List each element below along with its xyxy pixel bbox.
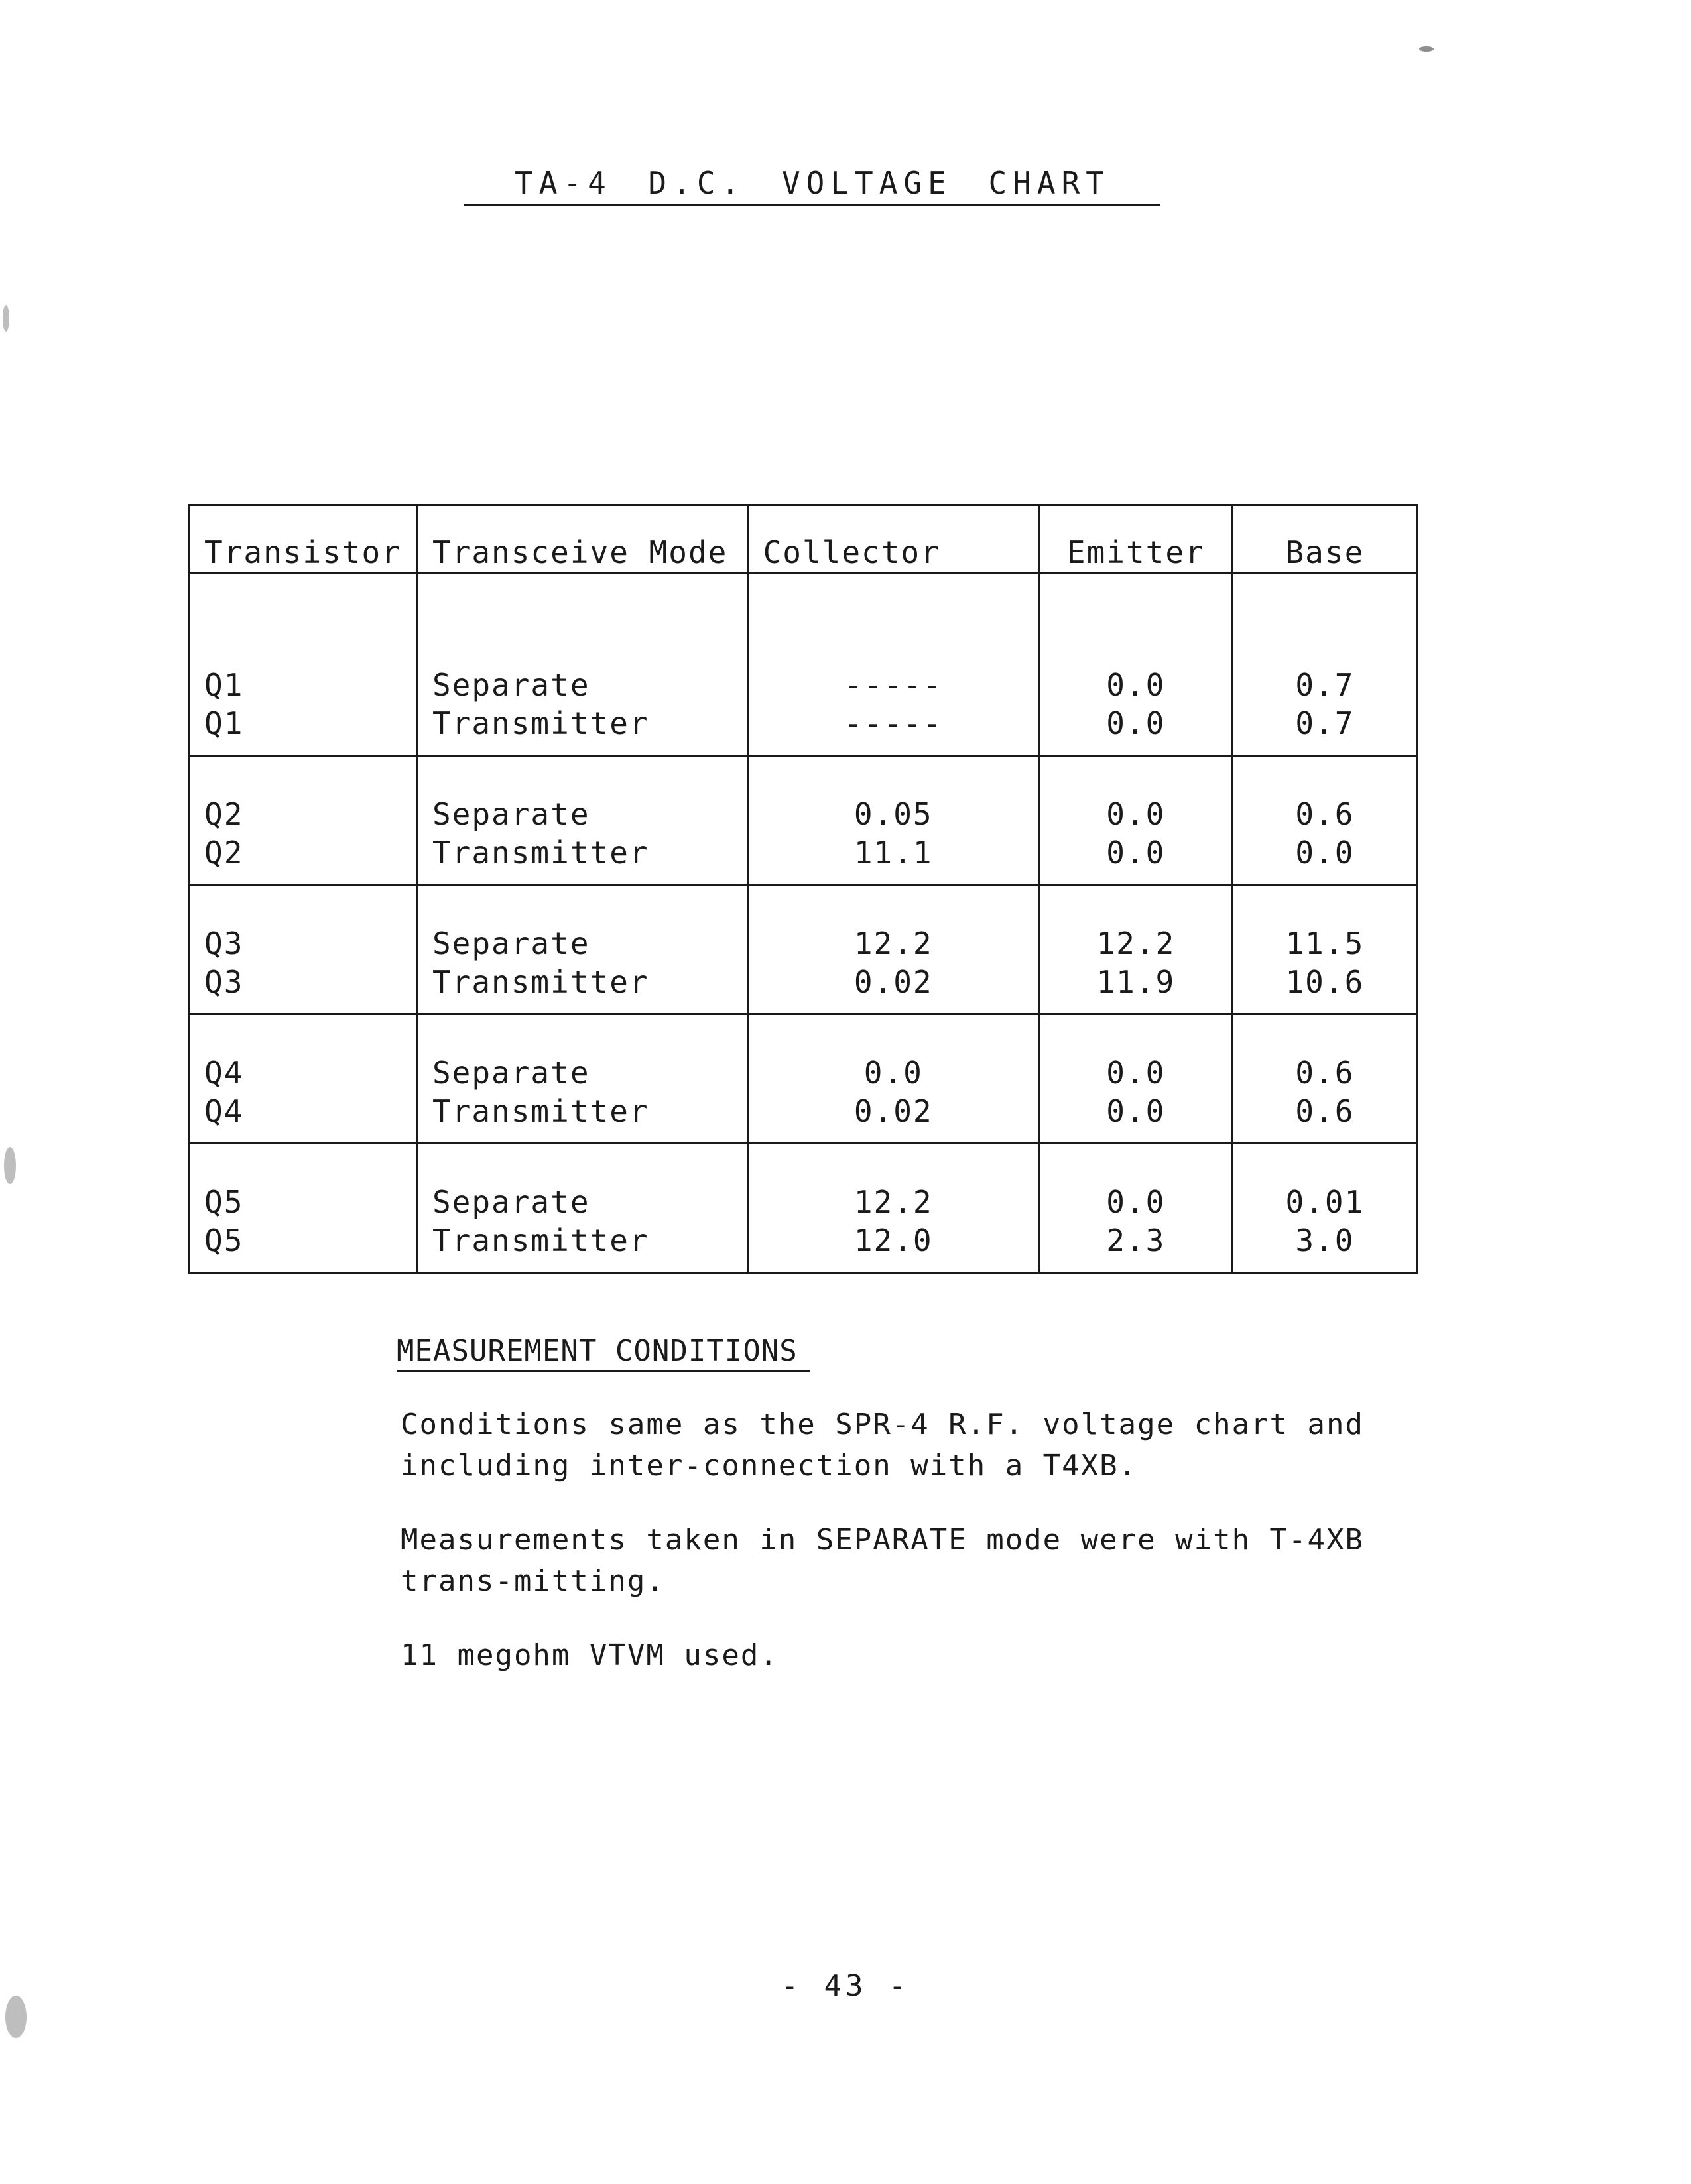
condition-paragraph: Measurements taken in SEPARATE mode were with T-4XB trans-mitting. [401, 1523, 1365, 1598]
base-cell-line: 3.0 [1295, 1223, 1355, 1258]
collector-cell [747, 1144, 1039, 1273]
base-cell [1232, 1144, 1417, 1273]
header-base: Base [1232, 505, 1417, 574]
table-spacer-row [189, 574, 1418, 628]
mode-cell-line: Transmitter [432, 705, 649, 741]
transistor-cell [189, 885, 417, 1014]
spacer-cell [416, 574, 747, 628]
base-cell-line: 0.6 [1295, 1055, 1355, 1091]
collector-cell-line: 0.02 [853, 964, 933, 1000]
condition-paragraph: Conditions same as the SPR-4 R.F. voltage chart and including inter-connection with a T4XB. [401, 1408, 1365, 1483]
transistor-cell-line: Q1 [204, 667, 244, 703]
emitter-cell-line: 0.0 [1106, 1055, 1166, 1091]
table-body [189, 574, 1418, 1273]
mode-cell-line: Separate [432, 667, 590, 703]
transistor-cell-line: Q4 [204, 1055, 244, 1091]
collector-cell-line: 12.2 [853, 1184, 933, 1220]
collector-cell-line: 12.0 [853, 1223, 933, 1258]
measurement-conditions-heading: MEASUREMENT CONDITIONS [397, 1334, 810, 1372]
spacer-cell [747, 574, 1039, 628]
header-emitter: Emitter [1039, 505, 1232, 574]
mode-cell [416, 627, 747, 756]
base-cell-line: 10.6 [1285, 964, 1365, 1000]
transistor-cell [189, 627, 417, 756]
table-row [189, 885, 1418, 1014]
table-row [189, 627, 1418, 756]
emitter-cell-line: 11.9 [1096, 964, 1176, 1000]
transistor-cell-line: Q1 [204, 705, 244, 741]
transistor-cell-line: Q2 [204, 835, 244, 871]
collector-cell-line: 11.1 [853, 835, 933, 871]
base-cell-line: 0.7 [1295, 667, 1355, 703]
header-transceive-mode: Transceive Mode [416, 505, 747, 574]
emitter-cell-line: 0.0 [1106, 1093, 1166, 1129]
emitter-cell-line: 0.0 [1106, 796, 1166, 832]
base-cell-line: 0.6 [1295, 1093, 1355, 1129]
transistor-cell-line: Q4 [204, 1093, 244, 1129]
table-header-row [189, 505, 1418, 574]
mode-cell-line: Transmitter [432, 1223, 649, 1258]
mode-cell [416, 885, 747, 1014]
voltage-table [188, 504, 1418, 1274]
base-cell-line: 0.7 [1295, 705, 1355, 741]
collector-cell-line: 0.05 [853, 796, 933, 832]
collector-cell-line: ----- [844, 705, 943, 741]
spacer-cell [1232, 574, 1417, 628]
collector-cell-line: 12.2 [853, 926, 933, 961]
collector-cell [747, 627, 1039, 756]
transistor-cell-line: Q5 [204, 1223, 244, 1258]
table-row [189, 1144, 1418, 1273]
emitter-cell [1039, 1144, 1232, 1273]
base-cell-line: 0.01 [1285, 1184, 1365, 1220]
mode-cell-line: Separate [432, 796, 590, 832]
scan-mark [3, 305, 9, 332]
base-cell [1232, 885, 1417, 1014]
scan-mark [4, 1147, 16, 1184]
mode-cell-line: Transmitter [432, 835, 649, 871]
collector-cell-line: 0.0 [863, 1055, 923, 1091]
mode-cell-line: Separate [432, 1184, 590, 1220]
emitter-cell-line: 0.0 [1106, 835, 1166, 871]
scan-mark [1419, 46, 1434, 52]
emitter-cell-line: 12.2 [1096, 926, 1176, 961]
transistor-cell [189, 1014, 417, 1144]
page-number: - 43 - [781, 1969, 910, 2003]
mode-cell [416, 756, 747, 885]
mode-cell-line: Separate [432, 926, 590, 961]
mode-cell [416, 1144, 747, 1273]
mode-cell-line: Transmitter [432, 964, 649, 1000]
collector-cell-line: 0.02 [853, 1093, 933, 1129]
table-row [189, 1014, 1418, 1144]
transistor-cell-line: Q3 [204, 964, 244, 1000]
mode-cell [416, 1014, 747, 1144]
emitter-cell-line: 0.0 [1106, 705, 1166, 741]
mode-cell-line: Separate [432, 1055, 590, 1091]
emitter-cell [1039, 756, 1232, 885]
emitter-cell [1039, 627, 1232, 756]
base-cell [1232, 1014, 1417, 1144]
emitter-cell [1039, 1014, 1232, 1144]
transistor-cell [189, 1144, 417, 1273]
mode-cell-line: Transmitter [432, 1093, 649, 1129]
base-cell [1232, 756, 1417, 885]
transistor-cell-line: Q2 [204, 796, 244, 832]
spacer-cell [189, 574, 417, 628]
table-row [189, 756, 1418, 885]
base-cell-line: 0.0 [1295, 835, 1355, 871]
collector-cell [747, 1014, 1039, 1144]
spacer-cell [1039, 574, 1232, 628]
emitter-cell-line: 0.0 [1106, 667, 1166, 703]
collector-cell [747, 885, 1039, 1014]
transistor-cell [189, 756, 417, 885]
scan-mark [5, 1996, 27, 2038]
header-transistor: Transistor [189, 505, 417, 574]
emitter-cell-line: 2.3 [1106, 1223, 1166, 1258]
collector-cell-line: ----- [844, 667, 943, 703]
transistor-cell-line: Q3 [204, 926, 244, 961]
base-cell-line: 0.6 [1295, 796, 1355, 832]
transistor-cell-line: Q5 [204, 1184, 244, 1220]
condition-paragraph: 11 megohm VTVM used. [401, 1638, 779, 1672]
collector-cell [747, 756, 1039, 885]
base-cell-line: 11.5 [1285, 926, 1365, 961]
header-collector: Collector [747, 505, 1039, 574]
base-cell [1232, 627, 1417, 756]
page-title: TA-4 D.C. VOLTAGE CHART [464, 164, 1160, 206]
emitter-cell-line: 0.0 [1106, 1184, 1166, 1220]
emitter-cell [1039, 885, 1232, 1014]
